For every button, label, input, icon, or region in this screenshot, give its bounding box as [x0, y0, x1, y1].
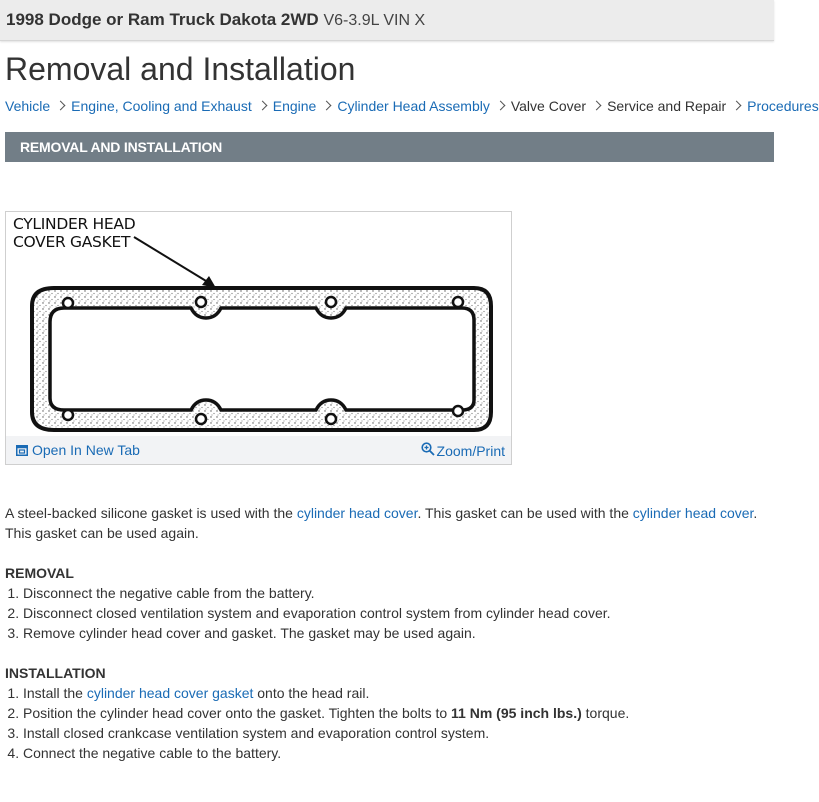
gasket-figure	[5, 211, 512, 465]
removal-step: 2. Disconnect closed ventilation system and evaporation control system from cylinder head cover.	[23, 603, 774, 623]
vehicle-title	[6, 10, 425, 31]
step-text: Install the	[23, 685, 87, 701]
installation-step: 3. Install closed crankcase ventilation system and evaporation control system.	[23, 723, 774, 743]
zoom-print-link[interactable]	[421, 442, 505, 459]
gasket-drawing	[6, 212, 511, 436]
chevron-right-icon	[495, 101, 505, 111]
open-new-tab-icon	[16, 445, 28, 456]
removal-step: 3. Remove cylinder head cover and gasket. The gasket may be used again.	[23, 623, 774, 643]
zoom-print-label: Zoom/Print	[436, 443, 505, 459]
cylinder-head-cover-link-2[interactable]: cylinder head cover	[632, 505, 754, 521]
installation-heading: INSTALLATION	[5, 665, 106, 681]
removal-step: 1. Disconnect the negative cable from the battery.	[23, 583, 774, 603]
cylinder-head-cover-link[interactable]: cylinder head cover	[296, 505, 418, 521]
cylinder-head-cover-gasket-link[interactable]: cylinder head cover gasket	[86, 685, 254, 701]
breadcrumb-vehicle[interactable]: Vehicle	[5, 98, 51, 114]
intro-text-3: . This gasket can be used again.	[5, 505, 758, 541]
breadcrumb-engine[interactable]: Engine	[272, 98, 317, 114]
breadcrumb-procedures[interactable]: Procedures	[747, 98, 819, 114]
open-new-tab-link[interactable]	[16, 442, 140, 458]
figure-label-line2: COVER GASKET	[13, 233, 131, 251]
breadcrumb-valve-cover: Valve Cover	[510, 98, 587, 114]
chevron-right-icon	[732, 101, 742, 111]
open-new-tab-label: Open In New Tab	[32, 442, 140, 458]
removal-steps	[5, 583, 774, 643]
step-text: onto the head rail.	[253, 685, 370, 701]
figure-label-line1: CYLINDER HEAD	[13, 215, 136, 233]
chevron-right-icon	[592, 101, 602, 111]
chevron-right-icon	[257, 101, 267, 111]
breadcrumb-cylinder-head-assembly[interactable]: Cylinder Head Assembly	[337, 98, 490, 114]
chevron-right-icon	[322, 101, 332, 111]
engine-spec: V6-3.9L VIN X	[323, 12, 426, 29]
breadcrumb	[5, 97, 819, 115]
breadcrumb-engine-cooling-exhaust[interactable]: Engine, Cooling and Exhaust	[71, 98, 252, 114]
article-content	[5, 503, 774, 763]
vehicle-name: 1998 Dodge or Ram Truck Dakota 2WD	[6, 10, 319, 29]
vehicle-header-bar	[0, 0, 774, 41]
section-title: REMOVAL AND INSTALLATION	[20, 139, 223, 155]
page-title: Removal and Installation	[5, 51, 356, 87]
installation-step	[23, 683, 774, 703]
intro-text-1: A steel-backed silicone gasket is used with the	[5, 505, 297, 521]
intro-paragraph	[5, 503, 774, 543]
section-header	[5, 132, 774, 162]
intro-text-2: . This gasket can be used with the	[417, 505, 633, 521]
figure-toolbar	[6, 436, 511, 464]
step-text: torque.	[581, 705, 630, 721]
installation-steps	[5, 683, 774, 763]
removal-heading: REMOVAL	[5, 565, 74, 581]
installation-step: 4. Connect the negative cable to the battery.	[23, 743, 774, 763]
torque-value: 11 Nm (95 inch lbs.)	[451, 705, 582, 721]
chevron-right-icon	[56, 101, 66, 111]
zoom-icon	[421, 442, 435, 456]
gasket-illustration[interactable]	[6, 212, 511, 436]
installation-step	[23, 703, 774, 723]
step-text: Position the cylinder head cover onto the gasket. Tighten the bolts to	[23, 705, 452, 721]
breadcrumb-service-and-repair: Service and Repair	[607, 98, 727, 114]
